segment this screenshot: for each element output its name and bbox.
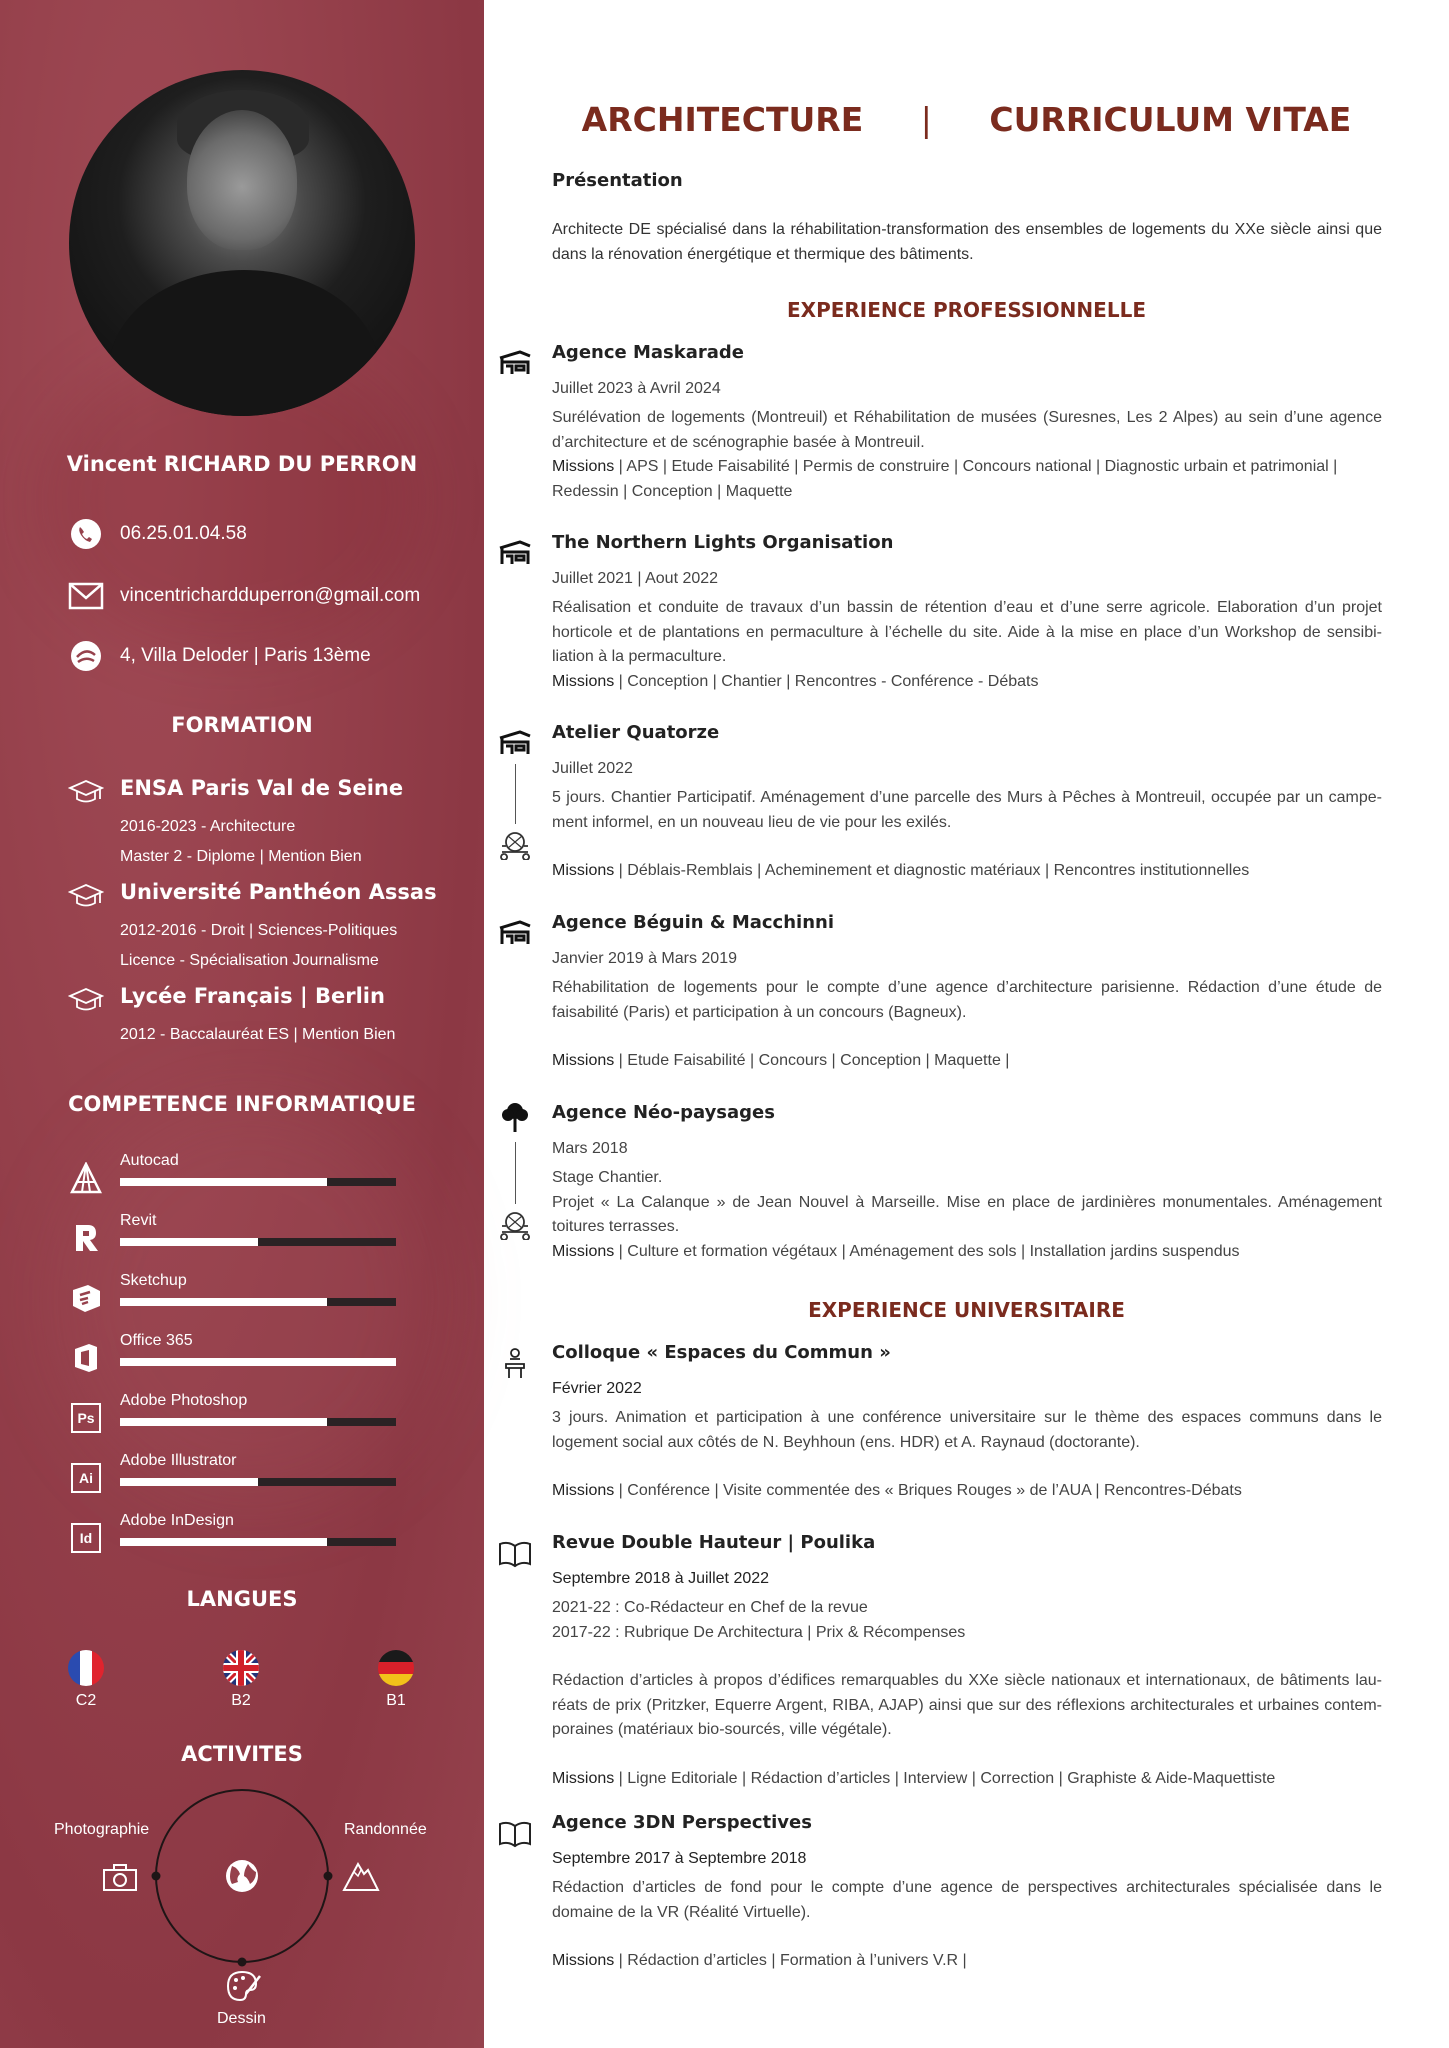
language-level: B1 <box>386 1692 406 1709</box>
timeline-line <box>515 764 516 824</box>
language-english <box>211 1650 271 1710</box>
contact-email <box>68 578 420 614</box>
open-book-icon <box>498 1816 532 1850</box>
skill-name: Office 365 <box>120 1332 193 1349</box>
contact-address <box>68 638 371 674</box>
language-level: C2 <box>75 1692 97 1709</box>
experience-item <box>552 1340 1382 1504</box>
profile-name: Vincent RICHARD DU PERRON <box>66 452 418 476</box>
activity-randonnee: Randonnée <box>344 1821 427 1838</box>
experience-desc: Réalisation et conduite de travaux d’un bassin de rétention d’eau et d’une serre agricole. Elaboration d’un projet horticole et de plantations en permaculture à l’échelle du site. Aide à la mise en place d’un Workshop de sensibi-liation à la permaculture. <box>552 599 1382 665</box>
formation-line: Master 2 - Diplome | Mention Bien <box>120 848 362 865</box>
experience-date: Septembre 2017 à Septembre 2018 <box>552 1850 807 1867</box>
map-pin-icon <box>68 638 104 674</box>
header-left: ARCHITECTURE <box>581 100 864 139</box>
school-name: ENSA Paris Val de Seine <box>120 776 404 800</box>
experience-date: Janvier 2019 à Mars 2019 <box>552 950 737 967</box>
experience-missions: Missions | APS | Etude Faisabilité | Permis de construire | Concours national | Diagnostic urbain et patrimonial | Redessin | Conception | Maquette <box>552 458 1338 500</box>
skill-name: Adobe Illustrator <box>120 1452 237 1469</box>
header-separator: | <box>920 100 932 139</box>
graduation-cap-icon <box>68 880 104 916</box>
indesign-icon: Id <box>68 1520 104 1556</box>
skill-level-bar <box>120 1478 396 1486</box>
skill-revit <box>68 1212 398 1262</box>
langues-title: LANGUES <box>186 1587 298 1611</box>
experience-item <box>552 1530 1382 1791</box>
activity-photographie: Photographie <box>54 1821 150 1838</box>
formation-line: 2016-2023 - Architecture <box>120 818 296 835</box>
experience-date: Février 2022 <box>552 1380 642 1397</box>
skill-level-bar <box>120 1538 396 1546</box>
language-level: B2 <box>231 1692 251 1709</box>
skill-level-bar <box>120 1358 396 1366</box>
formation-line: 2012-2016 - Droit | Sciences-Politiques <box>120 922 398 939</box>
france-flag-icon <box>68 1650 104 1686</box>
building-icon <box>498 726 532 760</box>
experience-title: Agence Béguin & Macchinni <box>552 912 835 933</box>
main-content <box>484 0 1449 2048</box>
experience-title: The Northern Lights Organisation <box>552 532 894 553</box>
competence-title: COMPETENCE INFORMATIQUE <box>68 1092 416 1116</box>
whatsapp-icon <box>68 516 104 552</box>
experience-title: Colloque « Espaces du Commun » <box>552 1342 891 1363</box>
skill-level-bar <box>120 1418 396 1426</box>
activity-dessin: Dessin <box>217 2010 266 2027</box>
skill-office <box>68 1332 398 1382</box>
skill-sketchup <box>68 1272 398 1322</box>
skill-name: Adobe Photoshop <box>120 1392 248 1409</box>
photoshop-icon: Ps <box>68 1400 104 1436</box>
presentation-title: Présentation <box>552 170 683 191</box>
experience-desc: Surélévation de logements (Montreuil) et Réhabilitation de musées (Suresnes, Les 2 Alpes) au sein d’une agence d’architecture et de scénographie basée à Montreuil. <box>552 409 1382 451</box>
mail-icon <box>68 578 104 614</box>
formation-line: Licence - Spécialisation Journalisme <box>120 952 379 969</box>
address: 4, Villa Deloder | Paris 13ème <box>120 645 371 666</box>
experience-pro-title: EXPERIENCE PROFESSIONNELLE <box>787 298 1146 322</box>
school-name: Université Panthéon Assas <box>120 880 437 904</box>
experience-item <box>552 1810 1382 1974</box>
office-icon <box>68 1340 104 1376</box>
header-right: CURRICULUM VITAE <box>989 100 1352 139</box>
experience-date: Juillet 2022 <box>552 760 633 777</box>
experience-date: Septembre 2018 à Juillet 2022 <box>552 1570 770 1587</box>
skill-level-bar <box>120 1178 396 1186</box>
illustrator-icon: Ai <box>68 1460 104 1496</box>
language-german <box>366 1650 426 1710</box>
experience-date: Juillet 2023 à Avril 2024 <box>552 380 721 397</box>
presentation-text: Architecte DE spécialisé dans la réhabilitation-transformation des ensembles de logements du XXe siècle ainsi que dans la rénovation énergétique et thermique des bâtiments. <box>552 221 1382 263</box>
lecturer-icon <box>498 1346 532 1380</box>
autocad-icon <box>68 1160 104 1196</box>
experience-desc: Projet « La Calanque » de Jean Nouvel à Marseille. Mise en place de jardinières monumentales. Aménagement toitures terrasses. <box>552 1193 1382 1235</box>
skill-name: Revit <box>120 1212 157 1229</box>
experience-item <box>552 530 1382 694</box>
formation-title: FORMATION <box>171 713 313 737</box>
experience-missions: Missions | Etude Faisabilité | Concours | Conception | Maquette | <box>552 1052 1010 1069</box>
skill-illustrator <box>68 1452 398 1502</box>
language-french <box>56 1650 116 1710</box>
experience-line: 2017-22 : Rubrique De Architectura | Prix & Récompenses <box>552 1623 966 1641</box>
activites-title: ACTIVITES <box>181 1742 303 1766</box>
experience-desc: Réhabilitation de logements pour le compte d’une agence d’architecture parisienne. Rédaction d’une étude de faisabilité (Paris) et participation à un concours (Bagneux). <box>552 979 1382 1021</box>
uk-flag-icon <box>223 1650 259 1686</box>
experience-item <box>552 720 1382 884</box>
experience-title: Revue Double Hauteur | Poulika <box>552 1532 876 1553</box>
germany-flag-icon <box>378 1650 414 1686</box>
experience-desc: 3 jours. Animation et participation à une conférence universitaire sur le thème des espaces communs dans le logement social aux côtés de N. Beyhhoun (ens. HDR) et A. Raynaud (doctorante). <box>552 1409 1382 1451</box>
globe-icon <box>226 1860 258 1892</box>
skill-level-bar <box>120 1238 396 1246</box>
skill-indesign <box>68 1512 398 1562</box>
mountain-icon <box>344 1864 378 1890</box>
building-icon <box>498 916 532 950</box>
experience-title: Agence Néo-paysages <box>552 1102 775 1123</box>
experience-desc: Rédaction d’articles à propos d’édifices remarquables du XXe siècle nationaux et internationaux, de bâtiments lau-réats de prix (Pritzker, Equerre Argent, RIBA, AJAP) ainsi que sur des réflexions architecturales et urbaines contem-poraines (matériaux bio-sourcés, ville végétale). <box>552 1672 1382 1738</box>
school-name: Lycée Français | Berlin <box>120 984 385 1008</box>
skill-autocad <box>68 1152 398 1202</box>
experience-title: Agence 3DN Perspectives <box>552 1812 812 1833</box>
timeline-line <box>515 1142 516 1204</box>
experience-date: Juillet 2021 | Aout 2022 <box>552 570 719 587</box>
experience-item <box>552 910 1382 1074</box>
building-icon <box>498 346 532 380</box>
experience-title: Atelier Quatorze <box>552 722 720 743</box>
profile-photo <box>69 70 415 416</box>
graduation-cap-icon <box>68 984 104 1020</box>
page-header <box>484 100 1449 139</box>
experience-missions: Missions | Déblais-Remblais | Acheminement et diagnostic matériaux | Rencontres institutionnelles <box>552 862 1250 879</box>
email-address[interactable]: vincentrichardduperron@gmail.com <box>120 585 421 606</box>
experience-item <box>552 340 1382 504</box>
skill-photoshop <box>68 1392 398 1442</box>
sidebar <box>0 0 484 2048</box>
skill-name: Autocad <box>120 1152 179 1169</box>
phone-number[interactable]: 06.25.01.04.58 <box>120 523 247 544</box>
experience-item <box>552 1100 1382 1264</box>
experience-univ-title: EXPERIENCE UNIVERSITAIRE <box>808 1298 1125 1322</box>
concrete-mixer-icon <box>498 1206 532 1240</box>
experience-missions: Missions | Rédaction d’articles | Formation à l’univers V.R | <box>552 1952 967 1969</box>
graduation-cap-icon <box>68 776 104 812</box>
experience-title: Agence Maskarade <box>552 342 744 363</box>
experience-desc: Rédaction d’articles de fond pour le compte d’une agence de perspectives architecturales spécialisée dans le domaine de la VR (Réalité Virtuelle). <box>552 1879 1382 1921</box>
formation-line: 2012 - Baccalauréat ES | Mention Bien <box>120 1026 396 1043</box>
experience-missions: Missions | Ligne Editoriale | Rédaction d’articles | Interview | Correction | Graphiste & Aide-Maquettiste <box>552 1769 1276 1787</box>
contact-phone <box>68 516 247 552</box>
revit-icon <box>68 1220 104 1256</box>
experience-date: Mars 2018 <box>552 1140 628 1157</box>
experience-desc-1: Stage Chantier. <box>552 1169 663 1186</box>
building-icon <box>498 536 532 570</box>
camera-icon <box>104 1865 136 1890</box>
skill-name: Sketchup <box>120 1272 187 1289</box>
palette-icon <box>228 1972 260 2000</box>
skill-name: Adobe InDesign <box>120 1512 234 1529</box>
experience-missions: Missions | Culture et formation végétaux | Aménagement des sols | Installation jardins suspendus <box>552 1242 1240 1260</box>
experience-missions: Missions | Conception | Chantier | Rencontres - Conférence - Débats <box>552 672 1039 690</box>
experience-missions: Missions | Conférence | Visite commentée des « Briques Rouges » de l’AUA | Rencontres-Débats <box>552 1482 1242 1499</box>
skill-level-bar <box>120 1298 396 1306</box>
tree-icon <box>498 1100 532 1134</box>
sketchup-icon <box>68 1280 104 1316</box>
open-book-icon <box>498 1536 532 1570</box>
experience-desc: 5 jours. Chantier Participatif. Aménagement d’une parcelle des Murs à Pêches à Montreuil, occupée par un campe-ment informel, en un nouveau lieu de vie pour les exilés. <box>552 789 1382 831</box>
experience-line: 2021-22 : Co-Rédacteur en Chef de la revue <box>552 1599 868 1616</box>
concrete-mixer-icon <box>498 826 532 860</box>
